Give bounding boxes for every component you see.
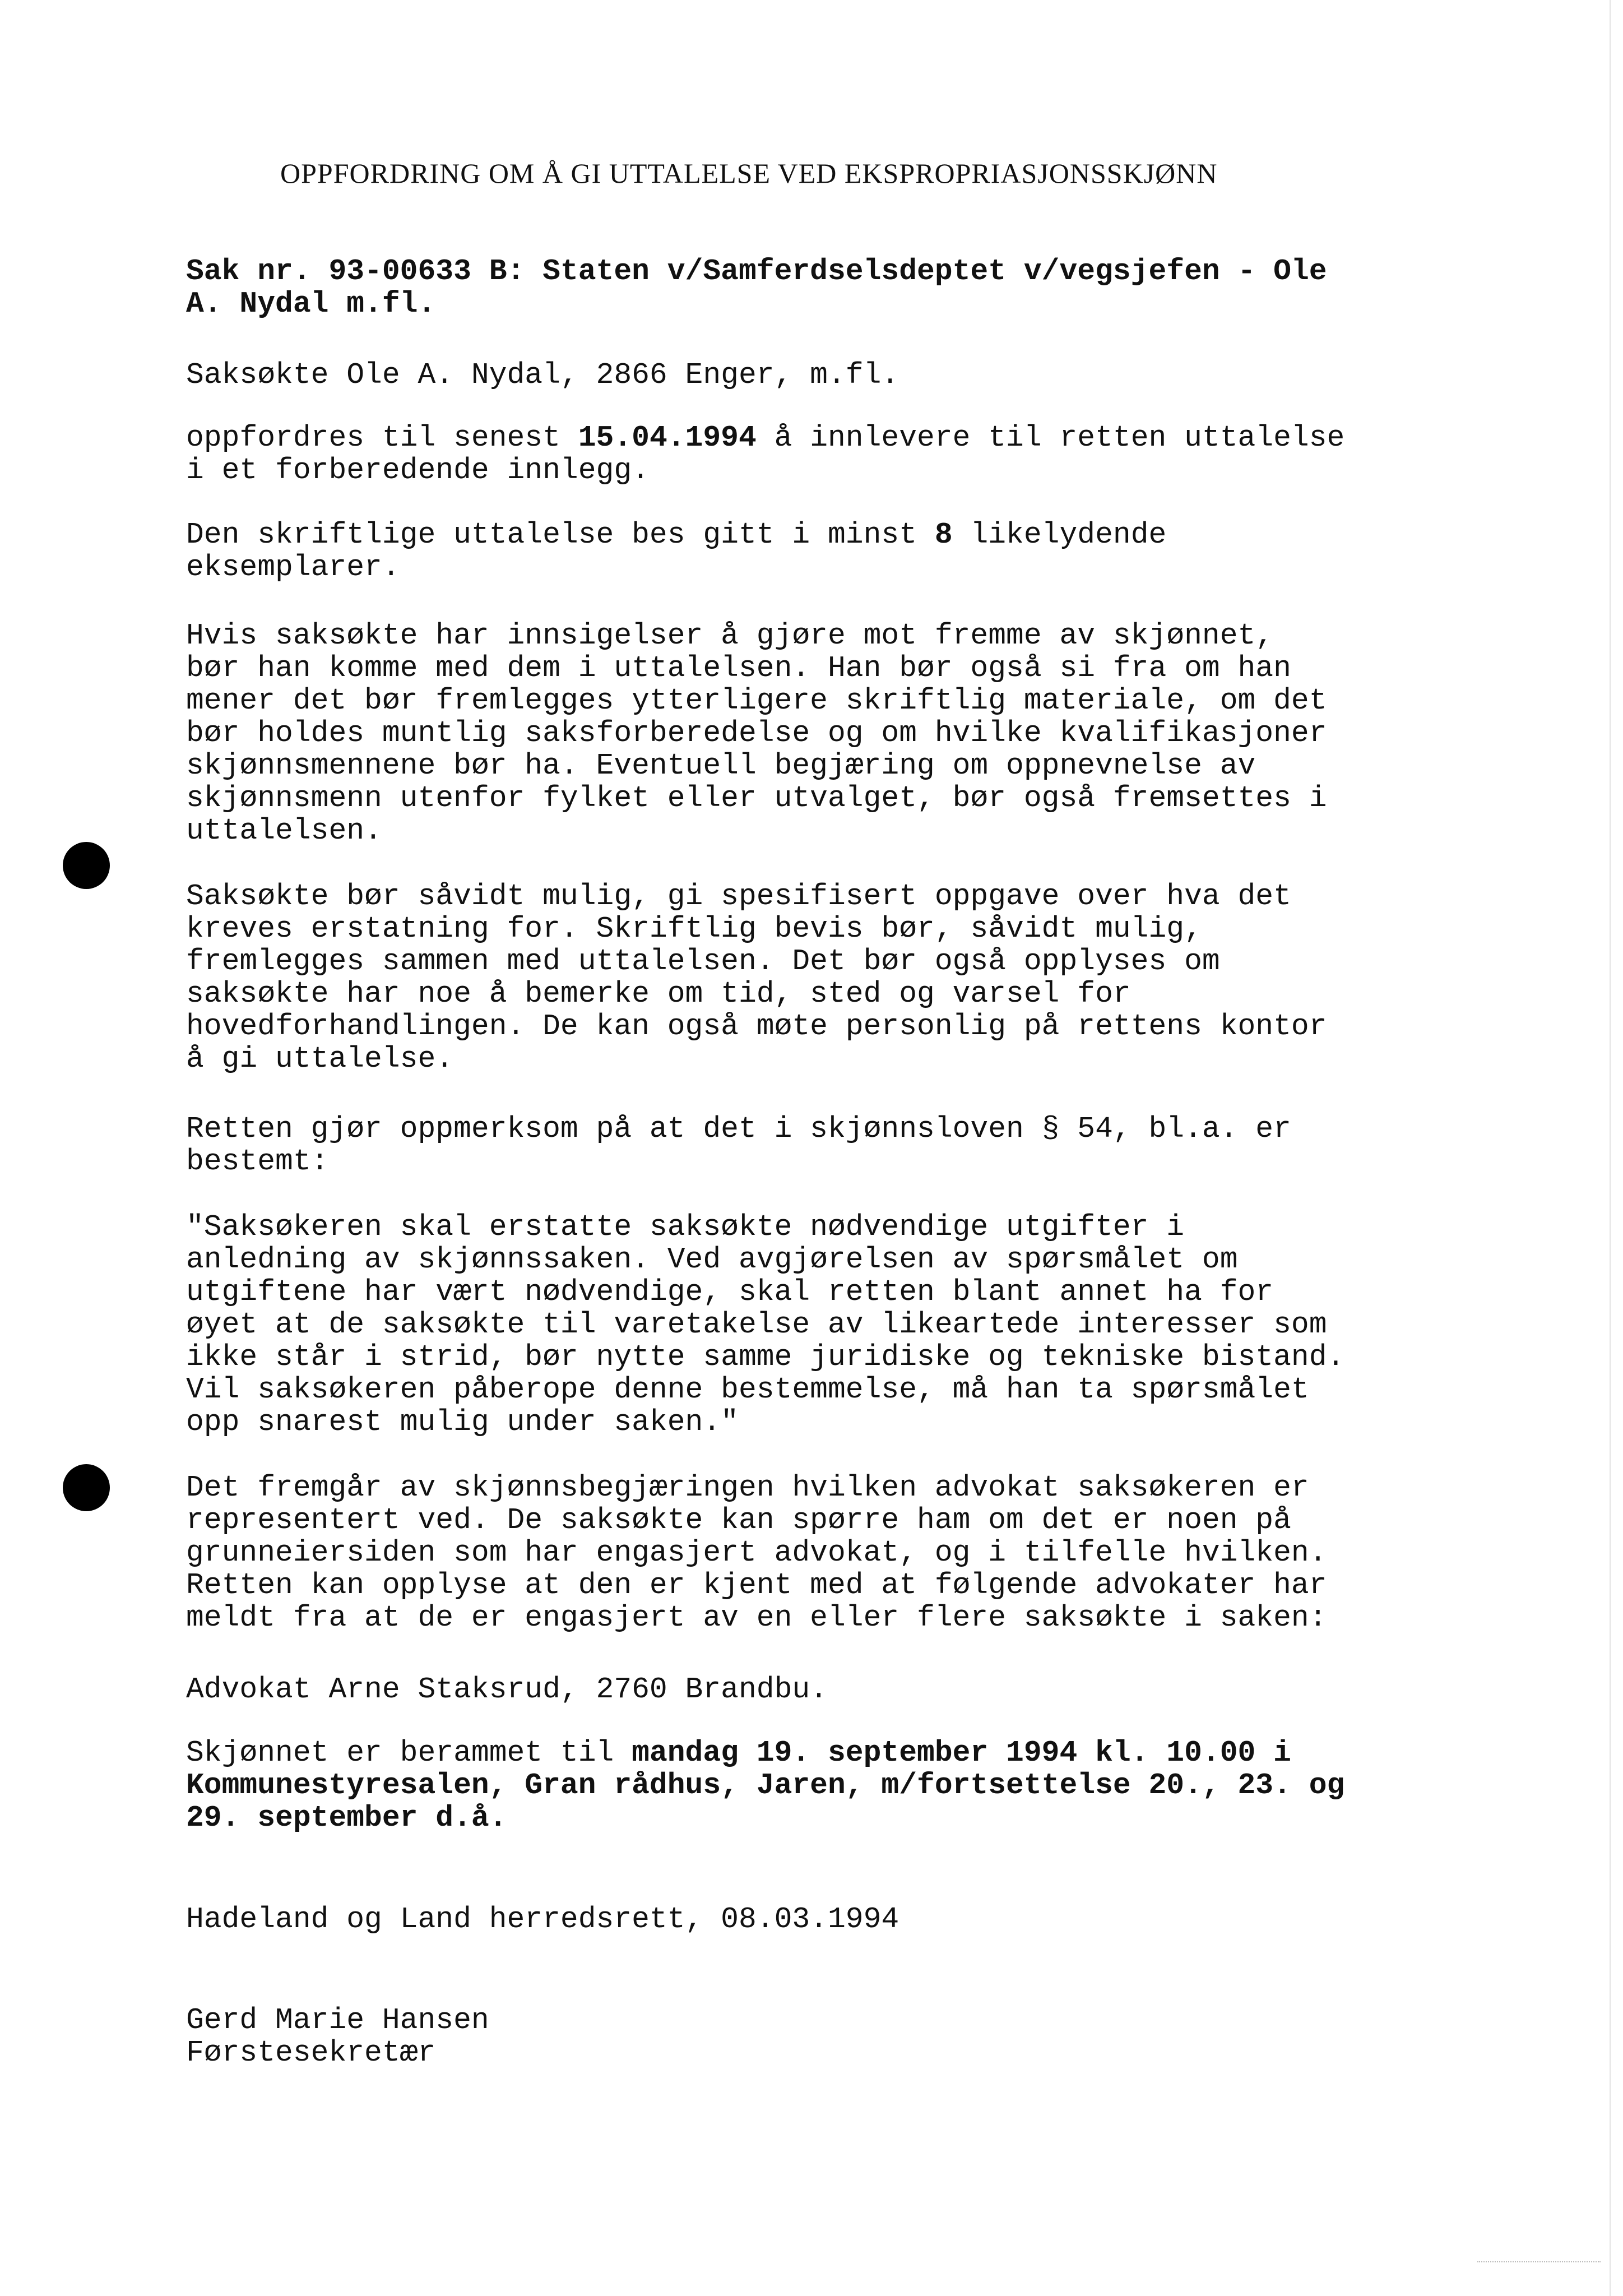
hearing-paragraph xyxy=(186,1737,1481,1834)
specification-paragraph: Saksøkte bør såvidt mulig, gi spesifisert oppgave over hva det kreves erstatning for. Skriftlig bevis bør, såvidt mulig, fremlegges sammen med uttalelsen. Det bør også opplyses om saksøkte har noe å bemerke om tid, sted og varsel for hovedforhandlingen. De kan også møte personlig på rettens kontor å gi uttalelse. xyxy=(186,879,1327,1076)
signer-title: Førstesekretær xyxy=(186,2036,436,2070)
case-line: Sak nr. 93-00633 B: Staten v/Samferdselsdeptet v/vegsjefen - Ole A. Nydal m.fl. xyxy=(186,254,1327,321)
hearing-pre: Skjønnet er berammet til xyxy=(186,1736,632,1770)
scan-edge-line xyxy=(1610,0,1611,2296)
deadline-date: 15.04.1994 xyxy=(578,421,757,455)
signer-name: Gerd Marie Hansen xyxy=(186,2003,489,2037)
copies-pre: Den skriftlige uttalelse bes gitt i minst xyxy=(186,518,935,552)
hearing-details: mandag 19. september 1994 kl. 10.00 i Kommunestyresalen, Gran rådhus, Jaren, m/fortsettelse 20., 23. og 29. september d.å. xyxy=(186,1736,1345,1835)
defendant-line: Saksøkte Ole A. Nydal, 2866 Enger, m.fl. xyxy=(186,358,899,392)
lawyer-paragraph: Det fremgår av skjønnsbegjæringen hvilken advokat saksøkeren er representert ved. De saksøkte kan spørre ham om det er noen på grunneiersiden som har engasjert advokat, og i tilfelle hvilken. Retten kan opplyse at den er kjent med at følgende advokater har meldt fra at de er engasjert av en eller flere saksøkte i saken: xyxy=(186,1471,1327,1635)
deadline-pre: oppfordres til senest xyxy=(186,421,578,455)
copies-count: 8 xyxy=(934,518,953,552)
document-title: OPPFORDRING OM Å GI UTTALELSE VED EKSPROPRIASJONSSKJØNN xyxy=(280,158,1218,189)
court-place-date: Hadeland og Land herredsrett, 08.03.1994 xyxy=(186,1902,899,1936)
law-intro-paragraph: Retten gjør oppmerksom på at det i skjønnsloven § 54, bl.a. er bestemt: xyxy=(186,1112,1291,1178)
punch-hole-icon xyxy=(63,842,110,889)
objections-paragraph: Hvis saksøkte har innsigelser å gjøre mot fremme av skjønnet, bør han komme med dem i uttalelsen. Han bør også si fra om han mener det bør fremlegges ytterligere skriftlig materiale, om det bør holdes muntlig saksforberedelse og om hvilke kvalifikasjoner skjønnsmennene bør ha. Eventuell begjæring om oppnevnelse av skjønnsmenn utenfor fylket eller utvalget, bør også fremsettes i uttalelsen. xyxy=(186,619,1327,848)
law-quote-paragraph: "Saksøkeren skal erstatte saksøkte nødvendige utgifter i anledning av skjønnssaken. Ved avgjørelsen av spørsmålet om utgiftene har vært nødvendige, skal retten blant annet ha for øyet at de saksøkte til varetakelse av likeartede interesser som ikke står i strid, bør nytte samme juridiske og tekniske bistand. Vil saksøkeren påberope denne bestemmelse, må han ta spørsmålet opp snarest mulig under saken." xyxy=(186,1210,1345,1439)
copies-paragraph xyxy=(186,519,1481,584)
scan-specks xyxy=(1477,2261,1601,2279)
lawyer-name: Advokat Arne Staksrud, 2760 Brandbu. xyxy=(186,1673,828,1706)
punch-hole-icon xyxy=(63,1464,110,1511)
copies-post: likelydende eksemplarer. xyxy=(186,518,1167,584)
deadline-paragraph xyxy=(186,422,1481,487)
deadline-post: å innlevere til retten uttalelse i et forberedende innlegg. xyxy=(186,421,1345,487)
